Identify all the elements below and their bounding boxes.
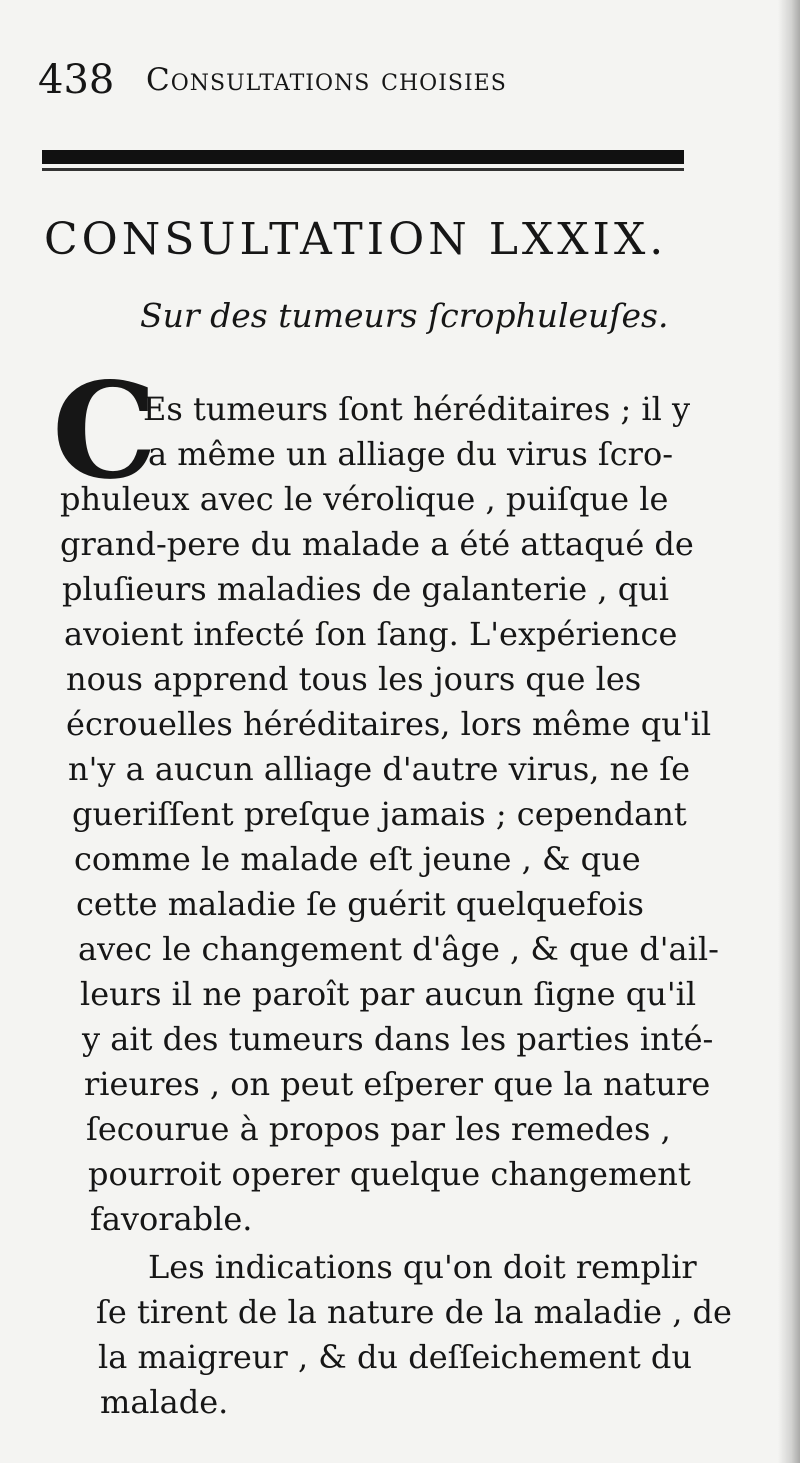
text-line: a même un alliage du virus ſcro- bbox=[148, 435, 674, 473]
text-line: pourroit operer quelque changement bbox=[88, 1155, 691, 1193]
text-line: favorable. bbox=[90, 1200, 253, 1238]
text-line: avec le changement d'âge , & que d'ail- bbox=[78, 930, 719, 968]
page-header bbox=[38, 56, 738, 106]
text-line: Es tumeurs ſont héréditaires ; il y bbox=[143, 390, 691, 428]
text-line: ſe tirent de la nature de la maladie , de bbox=[96, 1293, 732, 1331]
drop-cap: C bbox=[52, 354, 158, 509]
text-line: leurs il ne paroît par aucun ſigne qu'il bbox=[80, 975, 697, 1013]
text-line: rieures , on peut eſperer que la nature bbox=[84, 1065, 711, 1103]
page-edge-shadow bbox=[778, 0, 800, 1463]
text-line: nous apprend tous les jours que les bbox=[66, 660, 642, 698]
text-line: la maigreur , & du deſſeichement du bbox=[98, 1338, 692, 1376]
text-line: y ait des tumeurs dans les parties inté- bbox=[82, 1020, 714, 1058]
text-line: écrouelles héréditaires, lors même qu'il bbox=[66, 705, 712, 743]
consultation-title: CONSULTATION LXXIX. bbox=[44, 214, 668, 265]
text-line: avoient infecté ſon ſang. L'expérience bbox=[64, 615, 678, 653]
text-line: malade. bbox=[100, 1383, 229, 1421]
running-head: Consultations choisies bbox=[146, 62, 507, 98]
text-line: phuleux avec le vérolique , puiſque le bbox=[60, 480, 669, 518]
page-number: 438 bbox=[38, 57, 115, 103]
text-line: grand-pere du malade a été attaqué de bbox=[60, 525, 694, 563]
text-line: cette maladie ſe guérit quelquefois bbox=[76, 885, 644, 923]
text-line: Les indications qu'on doit remplir bbox=[148, 1248, 697, 1286]
text-line: comme le malade eſt jeune , & que bbox=[74, 840, 641, 878]
text-line: gueriſſent preſque jamais ; cependant bbox=[72, 795, 687, 833]
text-line: n'y a aucun alliage d'autre virus, ne ſe bbox=[68, 750, 691, 788]
text-line: ſecourue à propos par les remedes , bbox=[86, 1110, 671, 1148]
text-line: pluſieurs maladies de galanterie , qui bbox=[62, 570, 670, 608]
header-rule bbox=[42, 150, 684, 164]
consultation-subtitle: Sur des tumeurs ſcrophuleuſes. bbox=[140, 296, 669, 335]
